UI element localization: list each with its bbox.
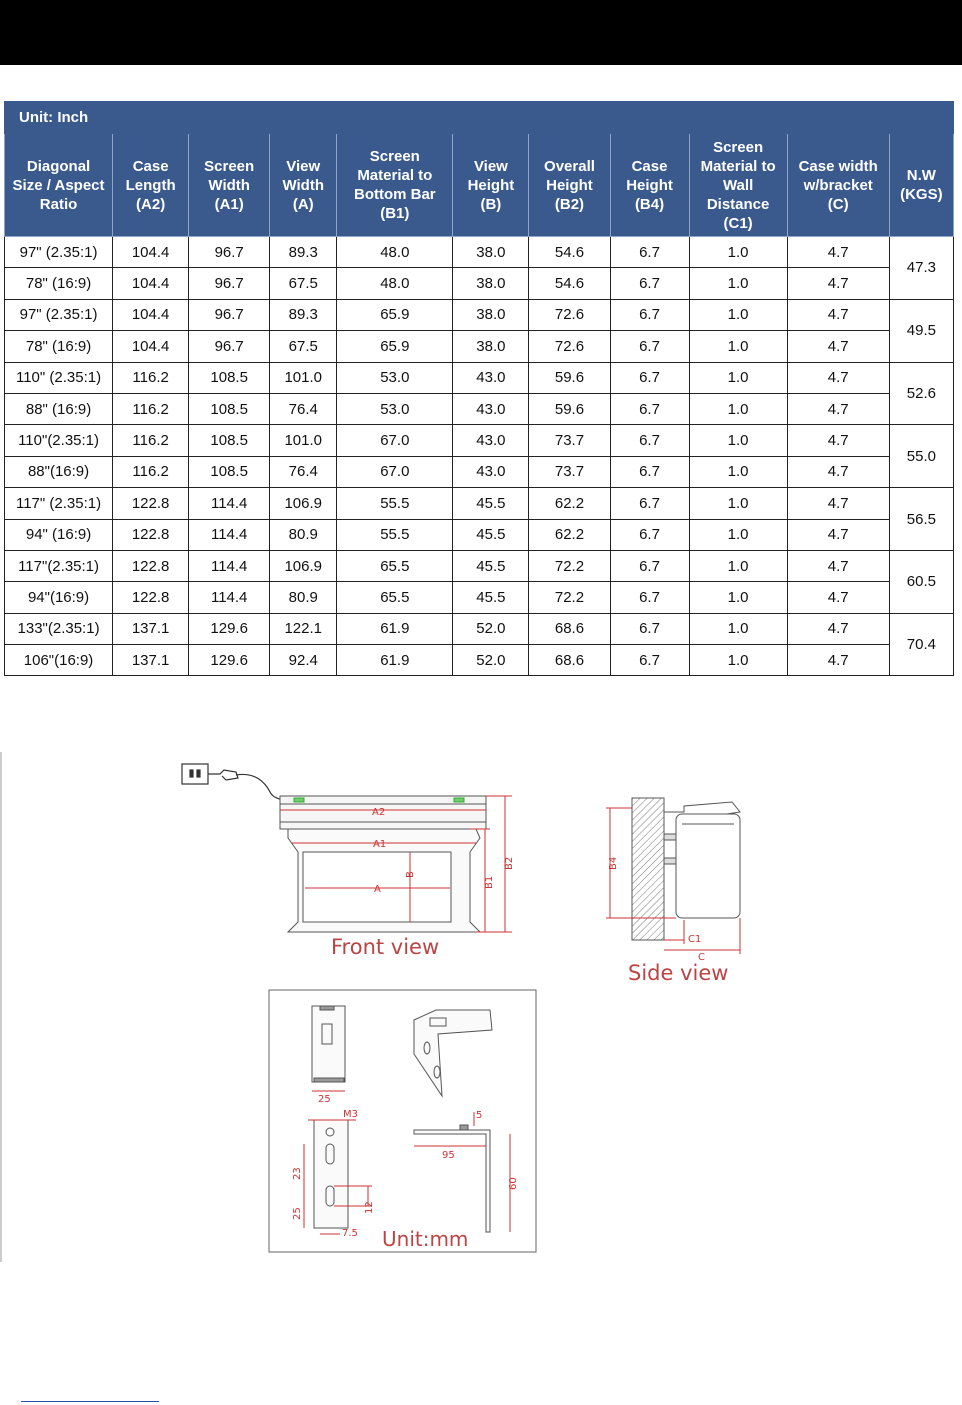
table-cell: 65.9 bbox=[337, 331, 453, 362]
table-cell: 67.0 bbox=[337, 425, 453, 456]
table-cell: 94" (16:9) bbox=[5, 519, 113, 550]
table-cell: 59.6 bbox=[529, 393, 610, 424]
table-cell: 101.0 bbox=[270, 425, 337, 456]
weight-cell: 60.5 bbox=[889, 550, 953, 613]
table-cell: 96.7 bbox=[189, 331, 270, 362]
table-cell: 122.8 bbox=[113, 519, 189, 550]
table-cell: 1.0 bbox=[689, 488, 787, 519]
column-header-line: Width bbox=[208, 176, 250, 194]
table-cell: 80.9 bbox=[270, 582, 337, 613]
table-cell: 108.5 bbox=[189, 393, 270, 424]
column-header-line: (C) bbox=[827, 195, 849, 213]
column-header-line: Screen bbox=[713, 138, 764, 156]
front-view-label: Front view bbox=[331, 935, 440, 959]
table-cell: 92.4 bbox=[270, 645, 337, 676]
table-cell: 4.7 bbox=[787, 582, 889, 613]
column-header bbox=[889, 134, 953, 237]
column-header-line: w/bracket bbox=[803, 176, 873, 194]
side-view-drawing bbox=[606, 798, 740, 963]
column-header-line: (B2) bbox=[554, 195, 585, 213]
table-cell: 108.5 bbox=[189, 425, 270, 456]
table-row bbox=[5, 425, 954, 456]
table-cell: 114.4 bbox=[189, 582, 270, 613]
footer-link-underline bbox=[21, 1401, 159, 1402]
column-header bbox=[689, 134, 787, 237]
table-row bbox=[5, 456, 954, 487]
table-cell: 78" (16:9) bbox=[5, 268, 113, 299]
table-cell: 38.0 bbox=[453, 299, 529, 330]
column-header-line: Case bbox=[132, 157, 169, 175]
column-header-line: (C1) bbox=[723, 214, 753, 232]
table-cell: 45.5 bbox=[453, 550, 529, 581]
table-row bbox=[5, 393, 954, 424]
table-cell: 108.5 bbox=[189, 362, 270, 393]
table-cell: 114.4 bbox=[189, 550, 270, 581]
table-cell: 101.0 bbox=[270, 362, 337, 393]
column-header-line: (A2) bbox=[136, 195, 166, 213]
column-header bbox=[453, 134, 529, 237]
dim-12: 12 bbox=[364, 1201, 375, 1214]
table-cell: 80.9 bbox=[270, 519, 337, 550]
table-cell: 122.1 bbox=[270, 613, 337, 644]
column-header-line: Diagonal bbox=[26, 157, 91, 175]
table-cell: 45.5 bbox=[453, 519, 529, 550]
table-row bbox=[5, 550, 954, 581]
table-cell: 38.0 bbox=[453, 237, 529, 268]
table-cell: 133"(2.35:1) bbox=[5, 613, 113, 644]
table-cell: 53.0 bbox=[337, 362, 453, 393]
column-header-line: Screen bbox=[204, 157, 255, 175]
table-cell: 137.1 bbox=[113, 645, 189, 676]
table-cell: 43.0 bbox=[453, 393, 529, 424]
table-cell: 1.0 bbox=[689, 456, 787, 487]
column-header-line: Wall bbox=[722, 176, 754, 194]
table-cell: 6.7 bbox=[610, 268, 689, 299]
top-header-bar bbox=[0, 0, 962, 65]
table-cell: 89.3 bbox=[270, 299, 337, 330]
table-cell: 1.0 bbox=[689, 393, 787, 424]
table-cell: 137.1 bbox=[113, 613, 189, 644]
front-view-drawing bbox=[280, 796, 515, 932]
table-cell: 1.0 bbox=[689, 550, 787, 581]
column-header-line: (A1) bbox=[214, 195, 244, 213]
header-row bbox=[5, 134, 954, 237]
column-header-line: N.W bbox=[906, 167, 936, 184]
column-header-line: Distance bbox=[706, 195, 770, 213]
table-cell: 6.7 bbox=[610, 645, 689, 676]
column-header bbox=[787, 134, 889, 237]
column-header-line: View bbox=[473, 157, 508, 175]
table-cell: 106.9 bbox=[270, 488, 337, 519]
column-header-line: Material to bbox=[357, 167, 433, 184]
table-cell: 52.0 bbox=[453, 613, 529, 644]
table-cell: 45.5 bbox=[453, 582, 529, 613]
weight-cell: 70.4 bbox=[889, 613, 953, 676]
unit-label: Unit: Inch bbox=[5, 102, 954, 134]
dim-c: C bbox=[698, 952, 705, 963]
table-cell: 88" (16:9) bbox=[5, 393, 113, 424]
column-header-line: Material to bbox=[700, 157, 776, 175]
column-header-line: Screen bbox=[369, 148, 420, 165]
column-header bbox=[529, 134, 610, 237]
table-cell: 1.0 bbox=[689, 645, 787, 676]
column-header bbox=[189, 134, 270, 237]
column-header-line: Length bbox=[125, 176, 176, 194]
table-cell: 6.7 bbox=[610, 582, 689, 613]
table-cell: 4.7 bbox=[787, 425, 889, 456]
column-header bbox=[337, 134, 453, 237]
table-cell: 62.2 bbox=[529, 488, 610, 519]
column-header bbox=[113, 134, 189, 237]
table-cell: 108.5 bbox=[189, 456, 270, 487]
unit-mm-label: Unit:mm bbox=[382, 1227, 469, 1251]
table-cell: 1.0 bbox=[689, 519, 787, 550]
dimension-drawing bbox=[0, 752, 962, 1262]
table-cell: 67.5 bbox=[270, 268, 337, 299]
table-cell: 6.7 bbox=[610, 550, 689, 581]
table-cell: 4.7 bbox=[787, 645, 889, 676]
table-cell: 114.4 bbox=[189, 488, 270, 519]
column-header-line: Size / Aspect bbox=[12, 176, 105, 194]
bracket-detail bbox=[269, 990, 536, 1252]
table-cell: 72.2 bbox=[529, 550, 610, 581]
table-cell: 54.6 bbox=[529, 268, 610, 299]
table-cell: 72.6 bbox=[529, 331, 610, 362]
table-cell: 4.7 bbox=[787, 237, 889, 268]
table-cell: 48.0 bbox=[337, 268, 453, 299]
dim-b1: B1 bbox=[484, 875, 495, 889]
table-cell: 1.0 bbox=[689, 331, 787, 362]
table-cell: 4.7 bbox=[787, 613, 889, 644]
table-cell: 67.0 bbox=[337, 456, 453, 487]
table-cell: 61.9 bbox=[337, 613, 453, 644]
dim-m3: M3 bbox=[343, 1109, 358, 1120]
table-row bbox=[5, 645, 954, 676]
table-cell: 96.7 bbox=[189, 299, 270, 330]
column-header-line: Width bbox=[282, 176, 324, 194]
table-cell: 89.3 bbox=[270, 237, 337, 268]
column-header-line: Bottom Bar bbox=[353, 186, 436, 203]
table-cell: 6.7 bbox=[610, 488, 689, 519]
table-cell: 72.2 bbox=[529, 582, 610, 613]
table-cell: 94"(16:9) bbox=[5, 582, 113, 613]
dim-5: 5 bbox=[476, 1110, 483, 1121]
table-cell: 59.6 bbox=[529, 362, 610, 393]
table-cell: 104.4 bbox=[113, 331, 189, 362]
dim-25a: 25 bbox=[318, 1094, 331, 1105]
table-cell: 104.4 bbox=[113, 268, 189, 299]
side-view-label: Side view bbox=[628, 961, 729, 985]
table-row bbox=[5, 582, 954, 613]
dim-a: A bbox=[374, 884, 381, 895]
table-cell: 97" (2.35:1) bbox=[5, 299, 113, 330]
table-cell: 88"(16:9) bbox=[5, 456, 113, 487]
column-header-line: Height bbox=[546, 176, 593, 194]
table-cell: 129.6 bbox=[189, 645, 270, 676]
dim-7-5: 7.5 bbox=[342, 1228, 358, 1239]
table-cell: 1.0 bbox=[689, 237, 787, 268]
table-cell: 73.7 bbox=[529, 425, 610, 456]
table-row bbox=[5, 519, 954, 550]
table-cell: 1.0 bbox=[689, 582, 787, 613]
weight-cell: 52.6 bbox=[889, 362, 953, 425]
column-header-line: (B) bbox=[480, 195, 502, 213]
column-header-line: (B4) bbox=[634, 195, 665, 213]
dim-a2: A2 bbox=[372, 807, 386, 818]
table-cell: 4.7 bbox=[787, 550, 889, 581]
weight-cell: 47.3 bbox=[889, 237, 953, 300]
table-cell: 6.7 bbox=[610, 519, 689, 550]
table-cell: 4.7 bbox=[787, 362, 889, 393]
table-cell: 68.6 bbox=[529, 613, 610, 644]
dim-60: 60 bbox=[508, 1177, 519, 1190]
table-cell: 68.6 bbox=[529, 645, 610, 676]
table-cell: 6.7 bbox=[610, 613, 689, 644]
table-cell: 67.5 bbox=[270, 331, 337, 362]
table-cell: 65.9 bbox=[337, 299, 453, 330]
table-cell: 104.4 bbox=[113, 237, 189, 268]
table-cell: 72.6 bbox=[529, 299, 610, 330]
table-cell: 76.4 bbox=[270, 393, 337, 424]
column-header-line: Case bbox=[631, 157, 668, 175]
table-cell: 55.5 bbox=[337, 519, 453, 550]
column-header bbox=[270, 134, 337, 237]
table-cell: 110" (2.35:1) bbox=[5, 362, 113, 393]
weight-cell: 55.0 bbox=[889, 425, 953, 488]
table-cell: 1.0 bbox=[689, 425, 787, 456]
column-header-line: Overall bbox=[544, 157, 595, 175]
table-cell: 6.7 bbox=[610, 393, 689, 424]
table-cell: 4.7 bbox=[787, 456, 889, 487]
table-cell: 62.2 bbox=[529, 519, 610, 550]
table-cell: 117"(2.35:1) bbox=[5, 550, 113, 581]
table-cell: 96.7 bbox=[189, 268, 270, 299]
table-cell: 43.0 bbox=[453, 362, 529, 393]
table-cell: 45.5 bbox=[453, 488, 529, 519]
table-cell: 104.4 bbox=[113, 299, 189, 330]
table-cell: 6.7 bbox=[610, 456, 689, 487]
table-cell: 78" (16:9) bbox=[5, 331, 113, 362]
table-cell: 116.2 bbox=[113, 362, 189, 393]
spec-table bbox=[4, 101, 954, 676]
table-cell: 54.6 bbox=[529, 237, 610, 268]
table-cell: 1.0 bbox=[689, 362, 787, 393]
dim-95: 95 bbox=[442, 1150, 455, 1161]
table-cell: 110"(2.35:1) bbox=[5, 425, 113, 456]
table-cell: 6.7 bbox=[610, 425, 689, 456]
table-cell: 76.4 bbox=[270, 456, 337, 487]
table-cell: 122.8 bbox=[113, 488, 189, 519]
table-cell: 106"(16:9) bbox=[5, 645, 113, 676]
dim-c1: C1 bbox=[688, 934, 702, 945]
weight-cell: 56.5 bbox=[889, 488, 953, 551]
table-cell: 43.0 bbox=[453, 456, 529, 487]
table-cell: 4.7 bbox=[787, 488, 889, 519]
table-cell: 38.0 bbox=[453, 268, 529, 299]
table-cell: 117" (2.35:1) bbox=[5, 488, 113, 519]
table-cell: 116.2 bbox=[113, 393, 189, 424]
dim-23: 23 bbox=[292, 1167, 303, 1180]
table-row bbox=[5, 488, 954, 519]
table-cell: 129.6 bbox=[189, 613, 270, 644]
table-cell: 4.7 bbox=[787, 268, 889, 299]
table-cell: 4.7 bbox=[787, 393, 889, 424]
table-cell: 6.7 bbox=[610, 299, 689, 330]
table-row bbox=[5, 268, 954, 299]
table-cell: 4.7 bbox=[787, 331, 889, 362]
table-row bbox=[5, 331, 954, 362]
table-cell: 6.7 bbox=[610, 237, 689, 268]
table-cell: 52.0 bbox=[453, 645, 529, 676]
weight-cell: 49.5 bbox=[889, 299, 953, 362]
column-header-line: (KGS) bbox=[900, 186, 943, 203]
table-cell: 1.0 bbox=[689, 268, 787, 299]
dim-a1: A1 bbox=[373, 839, 387, 850]
column-header-line: Ratio bbox=[39, 195, 78, 213]
table-cell: 116.2 bbox=[113, 456, 189, 487]
table-cell: 61.9 bbox=[337, 645, 453, 676]
column-header-line: Height bbox=[467, 176, 515, 194]
table-cell: 38.0 bbox=[453, 331, 529, 362]
table-row bbox=[5, 613, 954, 644]
table-cell: 48.0 bbox=[337, 237, 453, 268]
table-cell: 106.9 bbox=[270, 550, 337, 581]
table-cell: 97" (2.35:1) bbox=[5, 237, 113, 268]
table-cell: 1.0 bbox=[689, 613, 787, 644]
column-header bbox=[610, 134, 689, 237]
column-header-line: View bbox=[286, 157, 321, 175]
table-cell: 65.5 bbox=[337, 550, 453, 581]
plug-icon bbox=[182, 764, 300, 800]
table-cell: 114.4 bbox=[189, 519, 270, 550]
table-cell: 122.8 bbox=[113, 550, 189, 581]
table-cell: 73.7 bbox=[529, 456, 610, 487]
table-cell: 53.0 bbox=[337, 393, 453, 424]
table-row bbox=[5, 299, 954, 330]
dim-b2: B2 bbox=[504, 856, 515, 870]
column-header-line: Case width bbox=[798, 157, 878, 175]
table-cell: 122.8 bbox=[113, 582, 189, 613]
table-cell: 4.7 bbox=[787, 299, 889, 330]
column-header-line: (B1) bbox=[380, 205, 410, 222]
table-body bbox=[5, 237, 954, 676]
table-cell: 55.5 bbox=[337, 488, 453, 519]
column-header-line: Height bbox=[626, 176, 673, 194]
column-header bbox=[5, 134, 113, 237]
table-cell: 43.0 bbox=[453, 425, 529, 456]
table-cell: 4.7 bbox=[787, 519, 889, 550]
table-cell: 6.7 bbox=[610, 362, 689, 393]
dim-25b: 25 bbox=[292, 1207, 303, 1220]
table-cell: 6.7 bbox=[610, 331, 689, 362]
column-header-line: (A) bbox=[292, 195, 314, 213]
table-cell: 65.5 bbox=[337, 582, 453, 613]
dim-b: B bbox=[405, 871, 416, 878]
table-cell: 1.0 bbox=[689, 299, 787, 330]
table-cell: 96.7 bbox=[189, 237, 270, 268]
table-row bbox=[5, 237, 954, 268]
table-cell: 116.2 bbox=[113, 425, 189, 456]
table-row bbox=[5, 362, 954, 393]
dim-b4: B4 bbox=[608, 856, 619, 870]
